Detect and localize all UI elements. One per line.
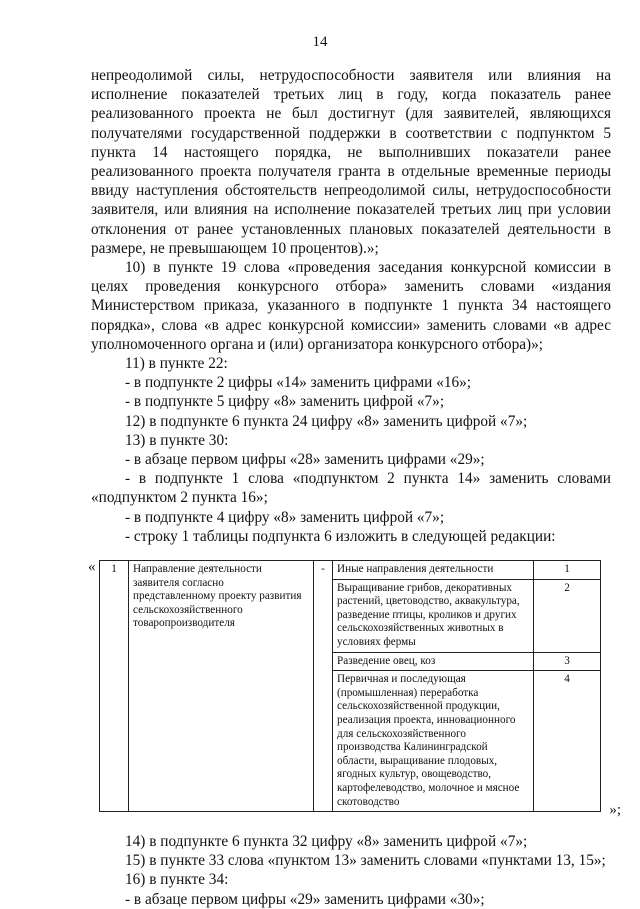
item-13-a: - в абзаце первом цифры «28» заменить цифрами «29»;	[125, 451, 485, 469]
direction-cell: Направление деятельности заявителя согласно представленному проекту развития сельскохозяйственного товаропроизводителя	[129, 561, 314, 812]
item-15: 15) в пункте 33 слова «пунктом 13» заменить словами «пунктами 13, 15»;	[125, 852, 606, 870]
page-number: 14	[312, 34, 328, 50]
item-11-a: - в подпункте 2 цифры «14» заменить цифрами «16»;	[125, 374, 472, 392]
item-13-b: - в подпункте 1 слова «подпунктом 2 пункта 14» заменить словами «подпунктом 2 пункта 16»;	[91, 470, 611, 507]
item-13-c: - в подпункте 4 цифру «8» заменить цифрой «7»;	[125, 508, 445, 526]
table-block	[88, 558, 621, 820]
score-cell: 2	[534, 579, 601, 652]
score-cell: 4	[534, 671, 601, 812]
score-cell: 3	[534, 652, 601, 671]
row-number-cell: 1	[100, 561, 129, 812]
score-cell: 1	[534, 561, 601, 580]
option-cell: Разведение овец, коз	[333, 652, 534, 671]
option-cell: Иные направления деятельности	[333, 561, 534, 580]
option-cell: Первичная и последующая (промышленная) переработка сельскохозяйственной продукции, реализация проекта, инновационного для сельскохозяйственного производства Калининградской области, выращивание плодовых, ягодных культур, овощеводство, картофелеводство, молочное и мясное скотоводство	[333, 671, 534, 812]
item-12: 12) в подпункте 6 пункта 24 цифру «8» заменить цифрой «7»;	[125, 412, 528, 430]
table-row	[100, 561, 601, 580]
option-cell: Выращивание грибов, декоративных растений, цветоводство, аквакультура, разведение птицы, кроликов и других сельскохозяйственных животных в условиях фермы	[333, 579, 534, 652]
item-11: 11) в пункте 22:	[125, 355, 228, 373]
item-16-a: - в абзаце первом цифры «29» заменить цифрами «30»;	[125, 890, 485, 908]
document-body	[88, 66, 621, 909]
paragraph-continuation: непреодолимой силы, нетрудоспособности заявителя или влияния на исполнение показателей третьих лиц в году, когда показатель ранее реализованного проекта не был достигнут (для заявителей, являющихся получателями государственной поддержки в соответствии с подпунктом 5 пункта 14 настоящего порядка, не выполнивших показатели ранее реализованного проекта получателя гранта в отдельные временные периоды ввиду наступления обстоятельств непреодолимой силы, нетрудоспособности заявителя, или влияния на исполнение показателей третьих лиц при условии отклонения от ранее установленных плановых показателей деятельности в размере, не превышающем 10 процентов).»;	[91, 67, 611, 257]
item-14: 14) в подпункте 6 пункта 32 цифру «8» заменить цифрой «7»;	[125, 833, 528, 851]
quote-open: «	[88, 559, 96, 576]
item-13: 13) в пункте 30:	[125, 431, 229, 449]
criteria-table	[99, 560, 601, 812]
item-16: 16) в пункте 34:	[125, 871, 229, 889]
item-13-d: - строку 1 таблицы подпункта 6 изложить в следующей редакции:	[125, 527, 556, 545]
quote-close: »;	[609, 801, 621, 818]
item-10: 10) в пункте 19 слова «проведения заседания конкурсной комиссии в целях проведения конкурсного отбора» заменить словами «издания Министерством приказа, указанного в подпункте 1 пункта 34 настоящего порядка», слова «в адрес конкурсной комиссии» заменить словами «в адрес уполномоченного органа и (или) организатора конкурсного отбора)»;	[91, 259, 611, 353]
item-11-b: - в подпункте 5 цифру «8» заменить цифрой «7»;	[125, 393, 445, 411]
dash-cell: -	[314, 561, 333, 812]
